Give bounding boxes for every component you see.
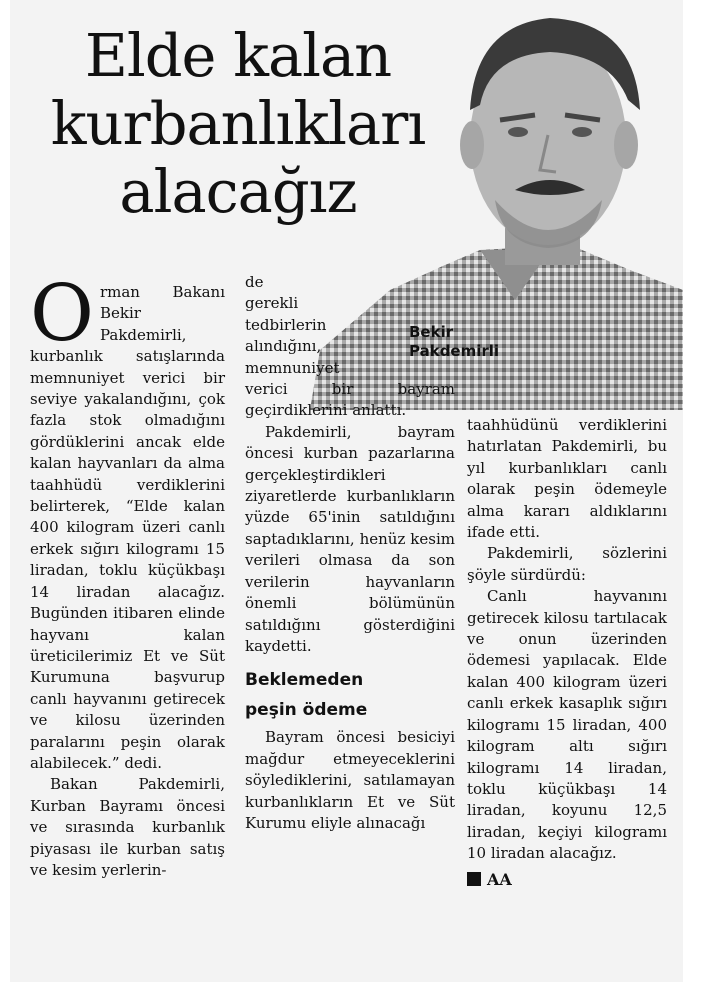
black-square-icon [467,872,481,886]
paragraph-1: rman Bakanı Bekir Pakdemirli, kurbanlık satışlarında memnuniyet verici bir seviye yakalandığını, çok fazla stok olmadığını gördüklerini ancak elde kalan hayvanları da alma taahhüdü verdiklerini belirterek, “Elde kalan 400 kilogram üzeri canlı erkek sığırı kilogramı 15 liradan, toklu küçükbaşı 14 liradan alacağız. Bugünden itibaren elinde hayvanı kalan üreticilerimiz Et ve Süt Kurumuna başvurup canlı hayvanını getirecek ve kilosu üzerinden paralarını peşin olarak alabilecek.” dedi. [30,283,225,772]
subheading-line-1: Beklemeden [245,670,364,691]
paragraph-2: Bakan Pakdemirli, Kurban Bayramı öncesi ve sırasında kurbanlık piyasası ile kurban satış ve kesim yerlerin- [30,775,225,879]
caption-first-name: Bekir [409,323,454,341]
paragraph-1-end: verici bir bayram geçirdiklerini anlattı. [245,380,455,420]
column-1 [30,269,225,881]
newspaper-clipping [10,0,683,982]
paragraph-3: Pakdemirli, bayram öncesi kurban pazarlarına gerçekleştirdikleri ziyaretlerde kurbanlıkların yüzde 65'inin satıldığını saptadıklarını, henüz kesim verileri olmasa da son verilerin hayvanların önemli bölümünün satıldığını gösterdiğini kaydetti. [245,422,455,655]
paragraph-5: Pakdemirli, sözlerini şöyle sürdürdü: [467,544,667,584]
drop-cap: O [30,269,94,359]
quote-paragraph: Canlı hayvanını getirecek kilosu tartılacak ve onun üzerinden ödemesi yapılacak. Elde kalan 400 kilogram üzeri canlı erkek kasaplık sığırı kilogramı 15 liradan, 400 kilogram altı sığırı kilogramı 14 liradan, toklu küçükbaşı 14 liradan, koyunu 12,5 liradan, keçiyi kilogramı 10 liradan alacağız. [467,587,667,863]
paragraph-4: Bayram öncesi besiciyi mağdur etmeyeceklerini söylediklerini, satılamayan kurbanlıkların Et ve Süt Kurumu eliyle alınacağı [245,728,455,832]
subheading [245,665,455,725]
agency-signature [467,869,667,890]
caption-last-name: Pakdemirli [409,342,500,360]
subheading-line-2: peşin ödeme [245,700,368,721]
column-3 [467,415,667,890]
paragraph-1-cont: de gerekli tedbirlerin alındığını, memnuniyet [245,273,340,377]
agency-name: AA [487,869,512,889]
column-2 [245,272,455,834]
headline: Elde kalan kurbanlıkları alacağız [50,21,426,226]
paragraph-4-cont: taahhüdünü verdiklerini hatırlatan Pakdemirli, bu yıl kurbanlıkları canlı olarak peşin ödemeyle alma kararı aldıklarını ifade etti. [467,416,667,542]
